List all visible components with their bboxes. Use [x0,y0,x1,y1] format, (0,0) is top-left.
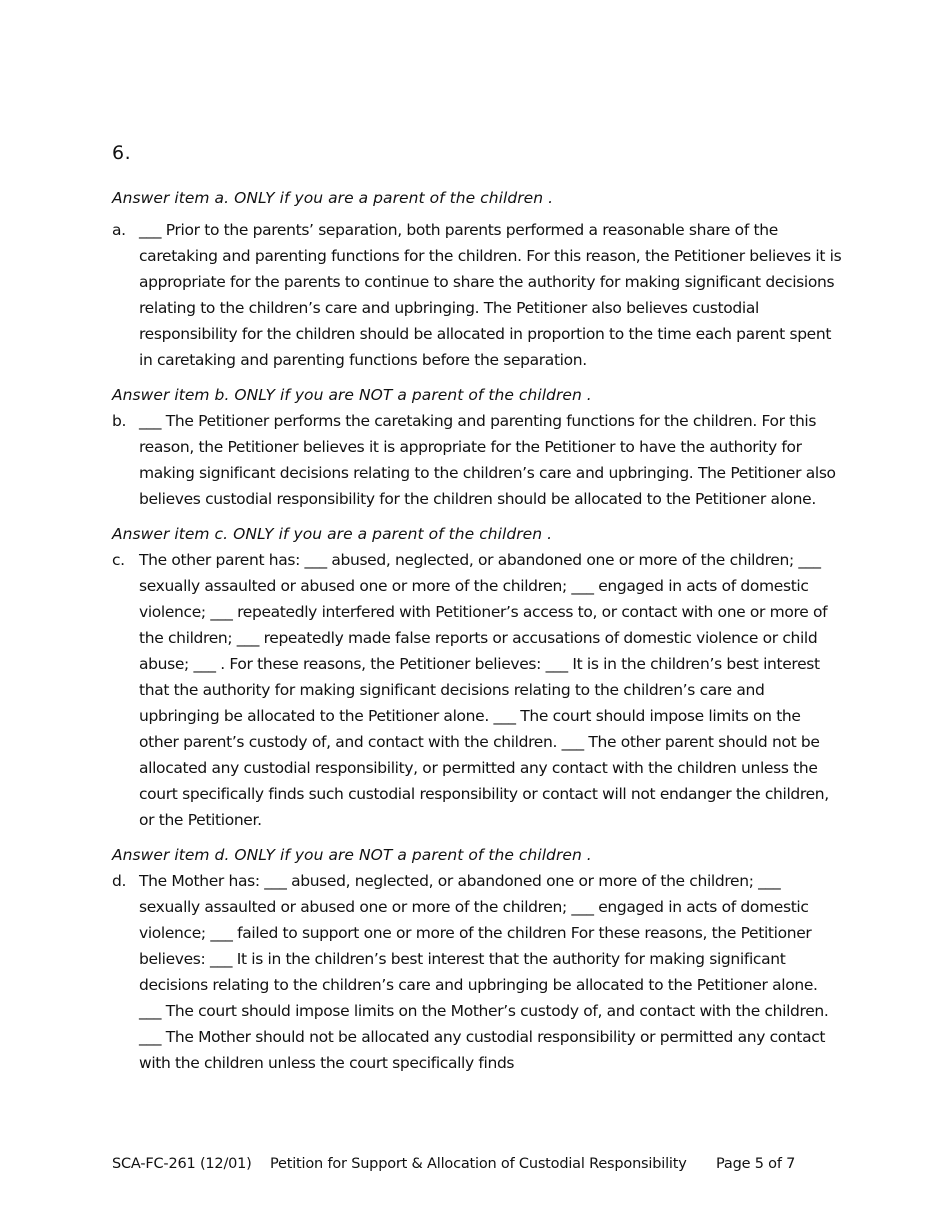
instruction-item-a: Answer item a. ONLY if you are a parent of the children . [112,189,554,207]
instruction-item-c: Answer item c. ONLY if you are a parent of the children . [112,525,553,543]
footer-form-title: Petition for Support & Allocation of Custodial Responsibility [270,1156,687,1172]
item-c [112,547,842,833]
item-d [112,868,842,1076]
section-content [112,185,842,1076]
instruction-item-d: Answer item d. ONLY if you are NOT a parent of the children . [112,846,592,864]
item-letter-b: b. [112,412,127,430]
item-a [112,217,842,373]
item-letter-d: d. [112,872,127,890]
item-text-d: The Mother has: ___ abused, neglected, or abandoned one or more of the children; ___ sexually assaulted or abused one or more of the children; ___ engaged in acts of domestic violence; ___ failed to support one or more of the children For these reasons, the Petitioner believes: ___ It is in the children’s best interest that the authority for making significant decisions relating to the children’s care and upbringing be allocated to the Petitioner alone. ___ The court should impose limits on the Mother’s custody of, and contact with the children. ___ The Mother should not be allocated any custodial responsibility or permitted any contact with the children unless the court specifically finds [139,872,829,1072]
section-number: 6. [112,142,132,164]
item-letter-c: c. [112,551,125,569]
item-letter-a: a. [112,221,126,239]
item-text-b: ___ The Petitioner performs the caretaking and parenting functions for the children. For this reason, the Petitioner believes it is appropriate for the Petitioner to have the authority for making significant decisions relating to the children’s care and upbringing. The Petitioner also believes custodial responsibility for the children should be allocated to the Petitioner alone. [139,412,836,508]
footer-page-number: Page 5 of 7 [716,1156,796,1172]
item-text-c: The other parent has: ___ abused, neglected, or abandoned one or more of the children; ___ sexually assaulted or abused one or more of the children; ___ engaged in acts of domestic violence; ___ repeatedly interfered with Petitioner’s access to, or contact with one or more of the children; ___ repeatedly made false reports or accusations of domestic violence or child abuse; ___ . For these reasons, the Petitioner believes: ___ It is in the children’s best interest that the authority for making significant decisions relating to the children’s care and upbringing be allocated to the Petitioner alone. ___ The court should impose limits on the other parent’s custody of, and contact with the children. ___ The other parent should not be allocated any custodial responsibility, or permitted any contact with the children unless the court specifically finds such custodial responsibility or contact will not endanger the children, or the Petitioner. [139,551,829,829]
instruction-item-b: Answer item b. ONLY if you are NOT a parent of the children . [112,386,592,404]
item-b [112,408,842,512]
page-footer [112,1152,832,1176]
item-text-a: ___ Prior to the parents’ separation, both parents performed a reasonable share of the caretaking and parenting functions for the children. For this reason, the Petitioner believes it is appropriate for the parents to continue to share the authority for making significant decisions relating to the children’s care and upbringing. The Petitioner also believes custodial responsibility for the children should be allocated in proportion to the time each parent spent in caretaking and parenting functions before the separation. [139,221,842,369]
footer-form-number: SCA-FC-261 (12/01) [112,1156,252,1172]
